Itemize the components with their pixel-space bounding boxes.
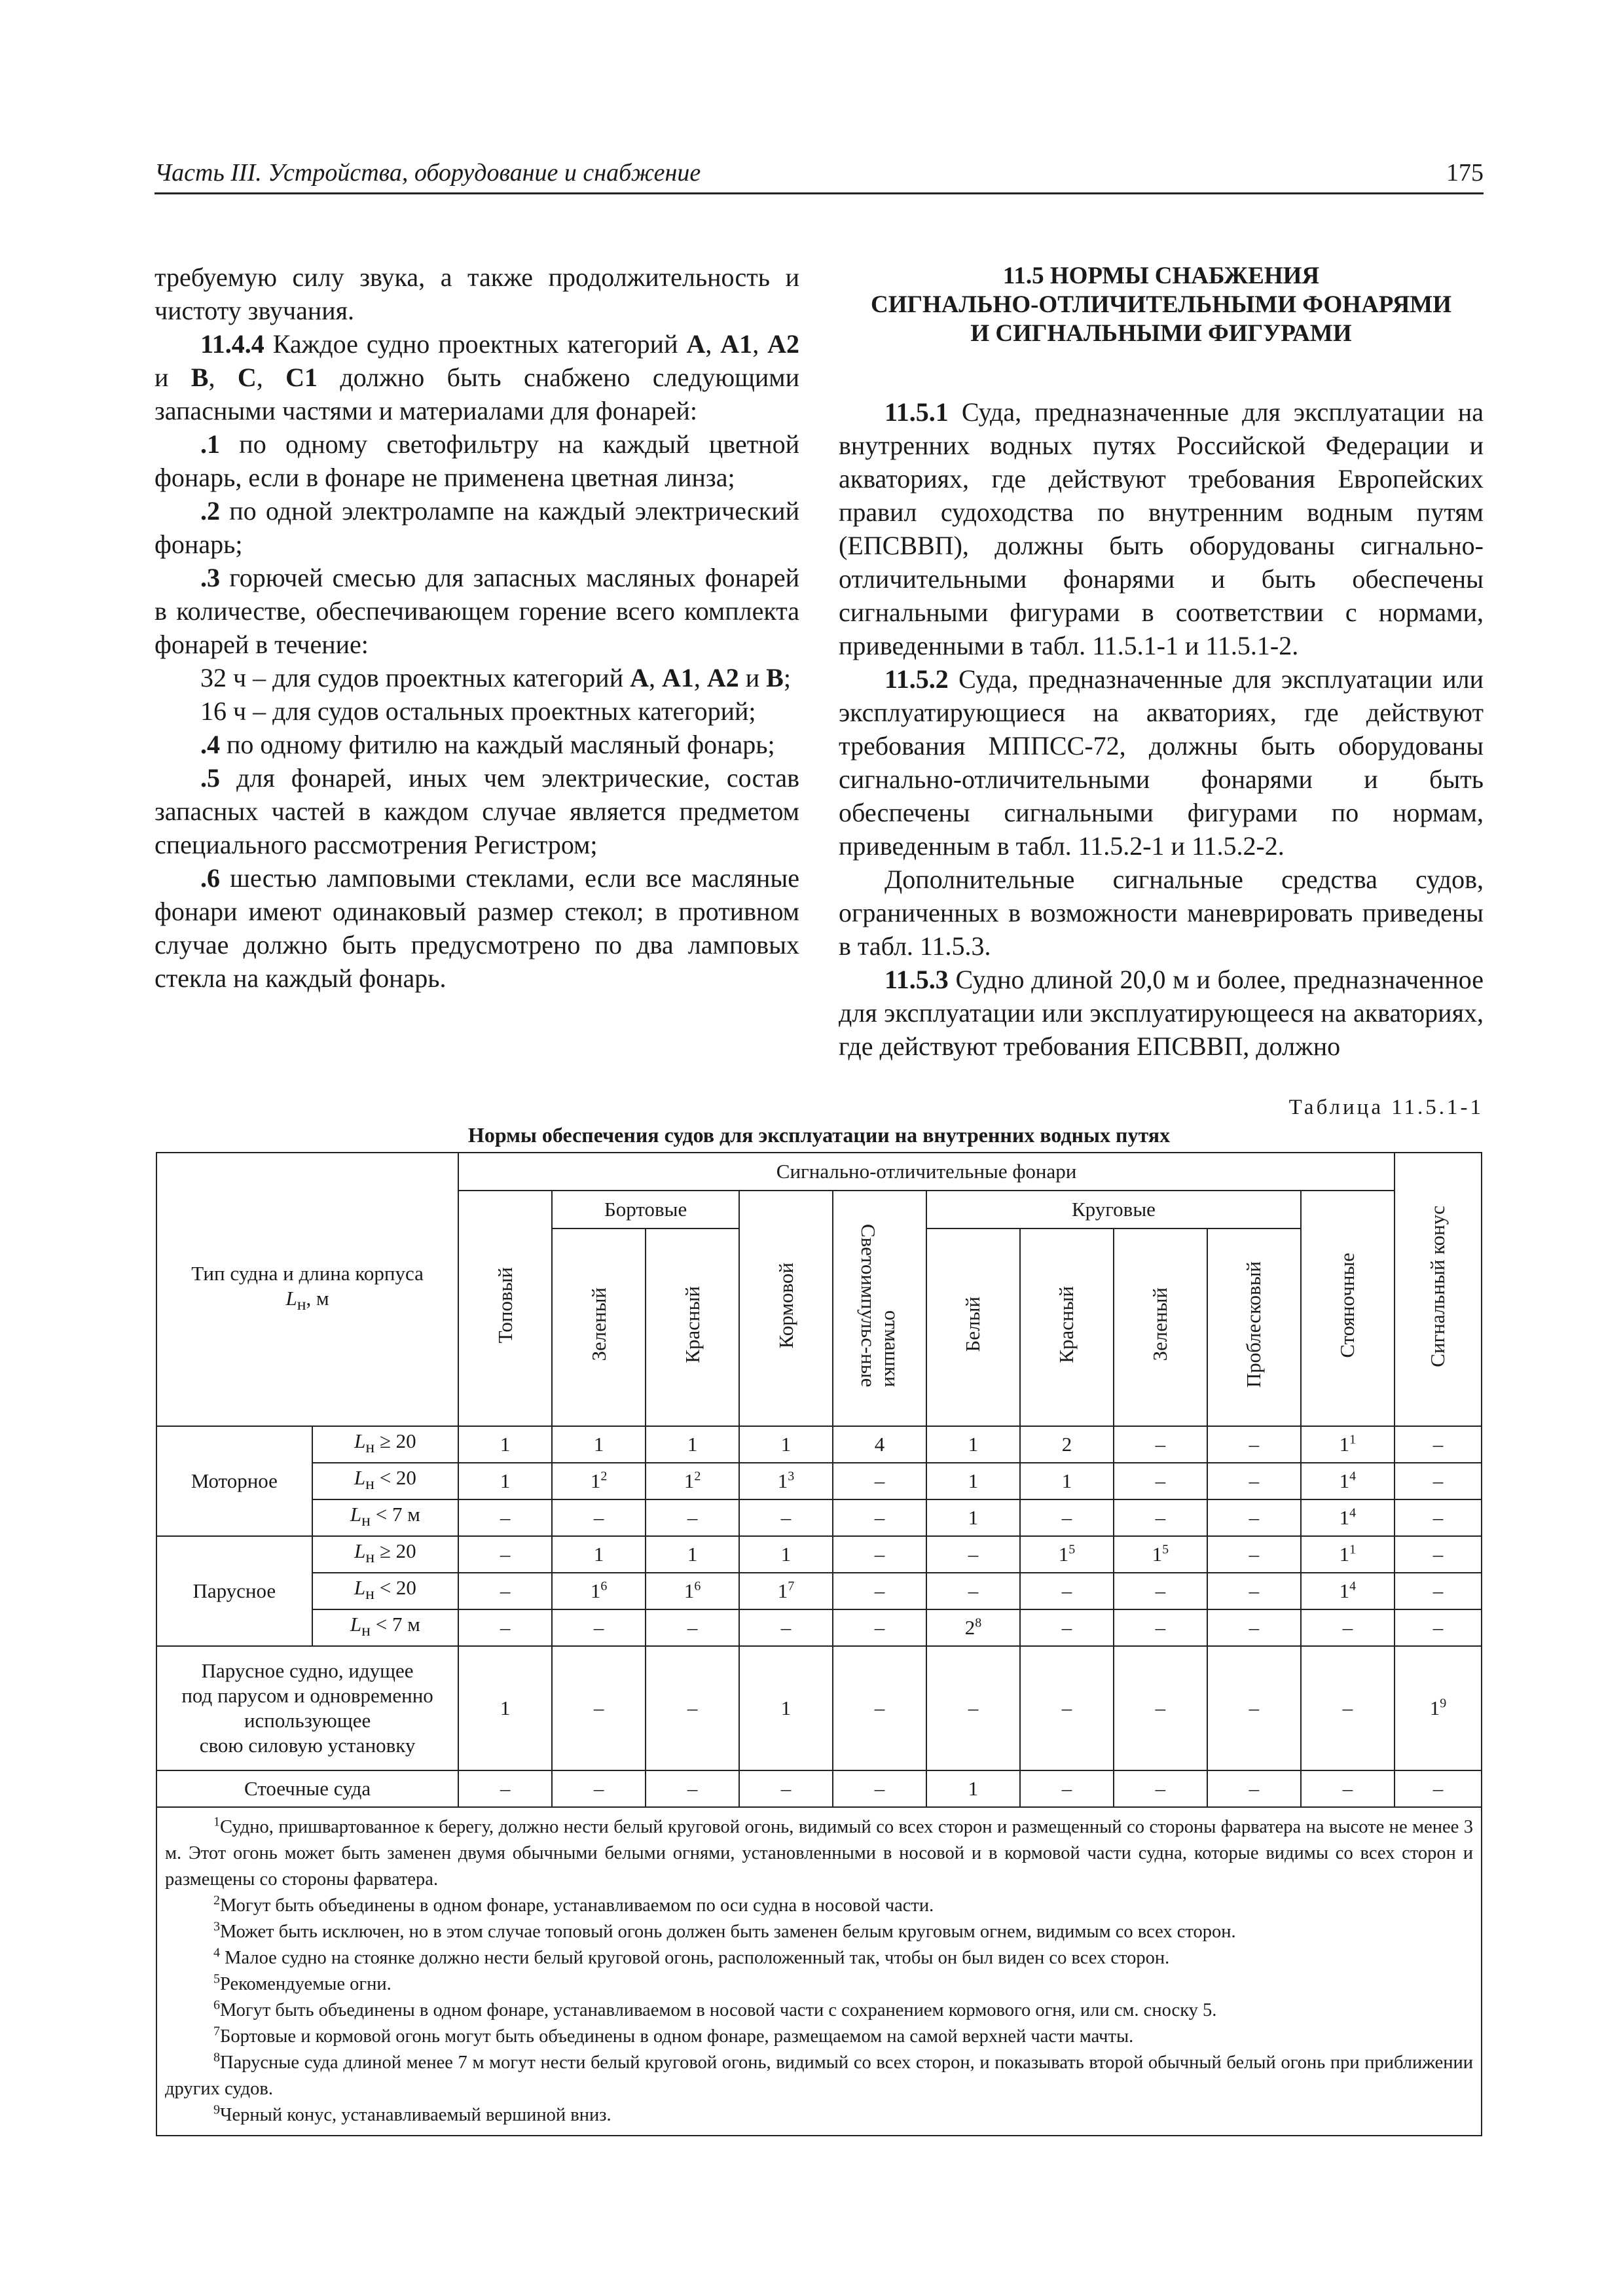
header-round-blink: Проблесковый xyxy=(1207,1229,1301,1426)
value-cell: – xyxy=(1207,1573,1301,1609)
value-cell: – xyxy=(458,1573,552,1609)
value-cell: $1^4$ xyxy=(1301,1499,1395,1536)
part-title: Часть III. Устройства, оборудование и снабжение xyxy=(155,159,701,187)
value-cell: – xyxy=(1395,1609,1482,1646)
value-cell: 2 xyxy=(1020,1426,1114,1463)
value-cell: – xyxy=(1207,1426,1301,1463)
value-cell: 1 xyxy=(646,1536,739,1573)
value-cell: – xyxy=(833,1536,926,1573)
length-cell: $L_н < 7$ м xyxy=(312,1609,459,1646)
value-cell: 1 xyxy=(1020,1463,1114,1499)
header-round-red: Красный xyxy=(1020,1229,1114,1426)
right-column xyxy=(839,260,1484,1063)
list-item: .1 по одному светофильтру на каждый цветной фонарь, если в фонаре не применена цветная линза; xyxy=(155,429,799,492)
value-cell: $1^7$ xyxy=(739,1573,833,1609)
value-cell: $1^5$ xyxy=(1114,1536,1207,1573)
value-cell: – xyxy=(646,1646,739,1770)
value-cell: – xyxy=(1020,1770,1114,1807)
value-cell: 1 xyxy=(552,1536,646,1573)
table-row xyxy=(156,1573,1482,1609)
value-cell: – xyxy=(1114,1463,1207,1499)
value-cell: – xyxy=(1395,1426,1482,1463)
table-footnotes xyxy=(156,1807,1482,2136)
value-cell: 1 xyxy=(552,1426,646,1463)
value-cell: $1^1$ xyxy=(1301,1426,1395,1463)
value-cell: $1^1$ xyxy=(1301,1536,1395,1573)
group-label: Стоечные суда xyxy=(156,1770,458,1807)
value-cell: – xyxy=(1114,1573,1207,1609)
footnote: $^9$Черный конус, устанавливаемый вершиной вниз. xyxy=(213,2102,611,2125)
paragraph-11-4-4: 11.4.4 Каждое судно проектных категорий А, А1, А2 и В, С, С1 должно быть снабжено следующими запасными частями и материалами для фонарей: xyxy=(155,329,800,425)
value-cell: 1 xyxy=(646,1426,739,1463)
value-cell: 1 xyxy=(739,1646,833,1770)
value-cell: 1 xyxy=(926,1426,1020,1463)
list-item: .5 для фонарей, иных чем электрические, состав запасных частей в каждом случае является предметом специального рассмотрения Регистром; xyxy=(155,763,799,859)
value-cell: – xyxy=(552,1770,646,1807)
value-cell: – xyxy=(833,1463,926,1499)
value-cell: – xyxy=(833,1646,926,1770)
length-cell: $L_н \ge 20$ xyxy=(312,1536,459,1573)
header-signal-lights: Сигнально-отличительные фонари xyxy=(458,1153,1395,1191)
value-cell: – xyxy=(1207,1536,1301,1573)
length-cell: $L_н < 7$ м xyxy=(312,1499,459,1536)
value-cell: – xyxy=(1395,1536,1482,1573)
header-stern-light: Кормовой xyxy=(739,1191,833,1426)
list-item: .4 по одному фитилю на каждый масляный фонарь; xyxy=(200,730,775,759)
value-cell: – xyxy=(552,1499,646,1536)
header-side-red: Красный xyxy=(646,1229,739,1426)
list-item: .6 шестью ламповыми стеклами, если все масляные фонари имеют одинаковый размер стекол; в противном случае должно быть предусмотрено по два ламповых стекла на каждый фонарь. xyxy=(155,863,799,993)
value-cell: – xyxy=(646,1499,739,1536)
value-cell: $2^8$ xyxy=(926,1609,1020,1646)
value-cell: – xyxy=(1207,1463,1301,1499)
value-cell: – xyxy=(1395,1770,1482,1807)
value-cell: – xyxy=(458,1499,552,1536)
value-cell: – xyxy=(739,1609,833,1646)
footnote: $^2$Могут быть объединены в одном фонаре, устанавливаемом по оси судна в носовой части. xyxy=(213,1893,934,1916)
value-cell: – xyxy=(552,1646,646,1770)
value-cell: 1 xyxy=(926,1463,1020,1499)
table-header-row xyxy=(156,1153,1482,1191)
value-cell: – xyxy=(458,1536,552,1573)
list-subitem: 16 ч – для судов остальных проектных категорий; xyxy=(200,696,756,726)
value-cell: $1^4$ xyxy=(1301,1573,1395,1609)
value-cell: – xyxy=(552,1609,646,1646)
group-label: Парусное xyxy=(156,1536,312,1646)
value-cell: $1^2$ xyxy=(552,1463,646,1499)
value-cell: – xyxy=(1114,1426,1207,1463)
footnote: $^1$Судно, пришвартованное к берегу, должно нести белый круговой огонь, видимый со всех сторон и размещенный со стороны фарватера на высоте не менее 3 м. Этот огонь может быть заменен двумя обычными белыми огнями, установленными в носовой и в кормовой части судна, которые видимы со всех сторон и размещены со стороны фарватера. xyxy=(165,1814,1473,1890)
header-anchor-lights: Стояночные xyxy=(1301,1191,1395,1426)
footnote: $^6$Могут быть объединены в одном фонаре, устанавливаемом в носовой части с сохранением кормового огня, или см. сноску 5. xyxy=(213,1998,1217,2020)
value-cell: 1 xyxy=(458,1426,552,1463)
value-cell: – xyxy=(1395,1499,1482,1536)
header-side-green: Зеленый xyxy=(552,1229,646,1426)
value-cell: – xyxy=(1301,1646,1395,1770)
header-side-lights: Бортовые xyxy=(552,1191,739,1229)
value-cell: $1^3$ xyxy=(739,1463,833,1499)
left-column xyxy=(155,260,799,995)
paragraph-11-5-2: 11.5.2 Суда, предназначенные для эксплуатации или эксплуатирующиеся на акваториях, где действуют требования МППСС-72, должны быть оборудованы сигнально-отличительными фонарями и быть обеспечены сигнальными фигурами по нормам, приведенным в табл. 11.5.2-1 и 11.5.2-2. xyxy=(839,664,1484,861)
value-cell: 4 xyxy=(833,1426,926,1463)
value-cell: – xyxy=(1114,1609,1207,1646)
value-cell: – xyxy=(739,1770,833,1807)
table-row xyxy=(156,1770,1482,1807)
list-item: .3 горючей смесью для запасных масляных фонарей в количестве, обеспечивающем горение всего комплекта фонарей в течение: xyxy=(155,563,799,659)
value-cell: 1 xyxy=(458,1463,552,1499)
value-cell: – xyxy=(1020,1609,1114,1646)
value-cell: – xyxy=(833,1770,926,1807)
table-row xyxy=(156,1609,1482,1646)
table-row xyxy=(156,1426,1482,1463)
lights-norms-table xyxy=(156,1152,1482,2136)
footnote: $^8$Парусные суда длиной менее 7 м могут нести белый круговой огонь, видимый со всех сторон, и показывать второй обычный белый огонь при приближении других судов. xyxy=(165,2050,1473,2099)
page-number: 175 xyxy=(1446,159,1484,187)
value-cell: – xyxy=(926,1573,1020,1609)
value-cell: – xyxy=(458,1770,552,1807)
value-cell: 1 xyxy=(926,1770,1020,1807)
value-cell: $1^6$ xyxy=(646,1573,739,1609)
value-cell: – xyxy=(1020,1646,1114,1770)
table-row xyxy=(156,1463,1482,1499)
value-cell: – xyxy=(1207,1609,1301,1646)
value-cell: – xyxy=(926,1536,1020,1573)
value-cell: – xyxy=(1395,1573,1482,1609)
value-cell: – xyxy=(1207,1646,1301,1770)
value-cell: – xyxy=(833,1573,926,1609)
value-cell: – xyxy=(739,1499,833,1536)
table-title: Нормы обеспечения судов для эксплуатации на внутренних водных путях xyxy=(467,1123,1171,1147)
value-cell: – xyxy=(646,1609,739,1646)
value-cell: – xyxy=(458,1609,552,1646)
value-cell: – xyxy=(1020,1499,1114,1536)
group-label: Парусное судно, идущее под парусом и одновременно использующее свою силовую установку xyxy=(156,1646,458,1770)
group-label: Моторное xyxy=(156,1426,312,1536)
value-cell: 1 xyxy=(926,1499,1020,1536)
value-cell: – xyxy=(1020,1573,1114,1609)
header-signal-cone: Сигнальный конус xyxy=(1395,1153,1482,1426)
table-caption xyxy=(155,1096,1484,1147)
value-cell: – xyxy=(833,1499,926,1536)
value-cell: $1^4$ xyxy=(1301,1463,1395,1499)
header-flash-signals: Светоимпульс-ные отмашки xyxy=(833,1191,926,1426)
table-number: Таблица 11.5.1-1 xyxy=(1288,1096,1484,1119)
value-cell: 1 xyxy=(739,1536,833,1573)
footnote: $^5$Рекомендуемые огни. xyxy=(213,1971,392,1994)
paragraph-additional: Дополнительные сигнальные средства судов, ограниченных в возможности маневрировать приведены в табл. 11.5.3. xyxy=(839,865,1484,961)
table-row xyxy=(156,1499,1482,1536)
value-cell: – xyxy=(1114,1646,1207,1770)
value-cell: $1^9$ xyxy=(1395,1646,1482,1770)
value-cell: 1 xyxy=(739,1426,833,1463)
table-row xyxy=(156,1646,1482,1770)
value-cell: – xyxy=(1207,1499,1301,1536)
header-vessel-type: Тип судна и длина корпуса $L_н$, м xyxy=(156,1153,458,1426)
length-cell: $L_н < 20$ xyxy=(312,1573,459,1609)
header-round-lights: Круговые xyxy=(926,1191,1301,1229)
value-cell: – xyxy=(646,1770,739,1807)
table-notes-row xyxy=(156,1807,1482,2136)
footnote: $^3$Может быть исключен, но в этом случае топовый огонь должен быть заменен белым круговым огнем, видимым со всех сторон. xyxy=(213,1919,1236,1942)
paragraph-11-5-3: 11.5.3 Судно длиной 20,0 м и более, предназначенное для эксплуатации или эксплуатирующееся на акваториях, где действуют требования ЕПСВВП, должно xyxy=(839,965,1484,1061)
length-cell: $L_н \ge 20$ xyxy=(312,1426,459,1463)
header-round-white: Белый xyxy=(926,1229,1020,1426)
value-cell: – xyxy=(1207,1770,1301,1807)
list-subitem: 32 ч – для судов проектных категорий А, А1, А2 и В; xyxy=(200,663,791,692)
value-cell: 1 xyxy=(458,1646,552,1770)
running-header xyxy=(155,154,1484,194)
section-title: 11.5 НОРМЫ СНАБЖЕНИЯ СИГНАЛЬНО-ОТЛИЧИТЕЛЬНЫМИ ФОНАРЯМИ И СИГНАЛЬНЫМИ ФИГУРАМИ xyxy=(870,262,1451,347)
table-row xyxy=(156,1536,1482,1573)
value-cell: – xyxy=(1395,1463,1482,1499)
header-round-green: Зеленый xyxy=(1114,1229,1207,1426)
footnote: $^7$Бортовые и кормовой огонь могут быть объединены в одном фонаре, размещаемом на самой верхней части мачты. xyxy=(213,2024,1134,2047)
footnote: $^4$ Малое судно на стоянке должно нести белый круговой огонь, расположенный так, чтобы он был виден со всех сторон. xyxy=(213,1945,1170,1968)
value-cell: – xyxy=(1114,1770,1207,1807)
length-cell: $L_н < 20$ xyxy=(312,1463,459,1499)
value-cell: – xyxy=(833,1609,926,1646)
value-cell: – xyxy=(1301,1609,1395,1646)
header-top-light: Топовый xyxy=(458,1191,552,1426)
value-cell: – xyxy=(926,1646,1020,1770)
value-cell: $1^2$ xyxy=(646,1463,739,1499)
list-item: .2 по одной электролампе на каждый электрический фонарь; xyxy=(155,496,799,559)
value-cell: – xyxy=(1301,1770,1395,1807)
paragraph-11-5-1: 11.5.1 Суда, предназначенные для эксплуатации на внутренних водных путях Российской Федерации и акваториях, где действуют требования Европейских правил судоходства по внутренним водным путям (ЕПСВВП), должны быть оборудованы сигнально-отличительными фонарями и быть обеспечены сигнальными фигурами в соответствии с нормами, приведенными в табл. 11.5.1-1 и 11.5.1-2. xyxy=(839,397,1484,660)
value-cell: $1^5$ xyxy=(1020,1536,1114,1573)
paragraph-continued: требуемую силу звука, а также продолжительность и чистоту звучания. xyxy=(155,262,799,325)
value-cell: – xyxy=(1114,1499,1207,1536)
value-cell: $1^6$ xyxy=(552,1573,646,1609)
